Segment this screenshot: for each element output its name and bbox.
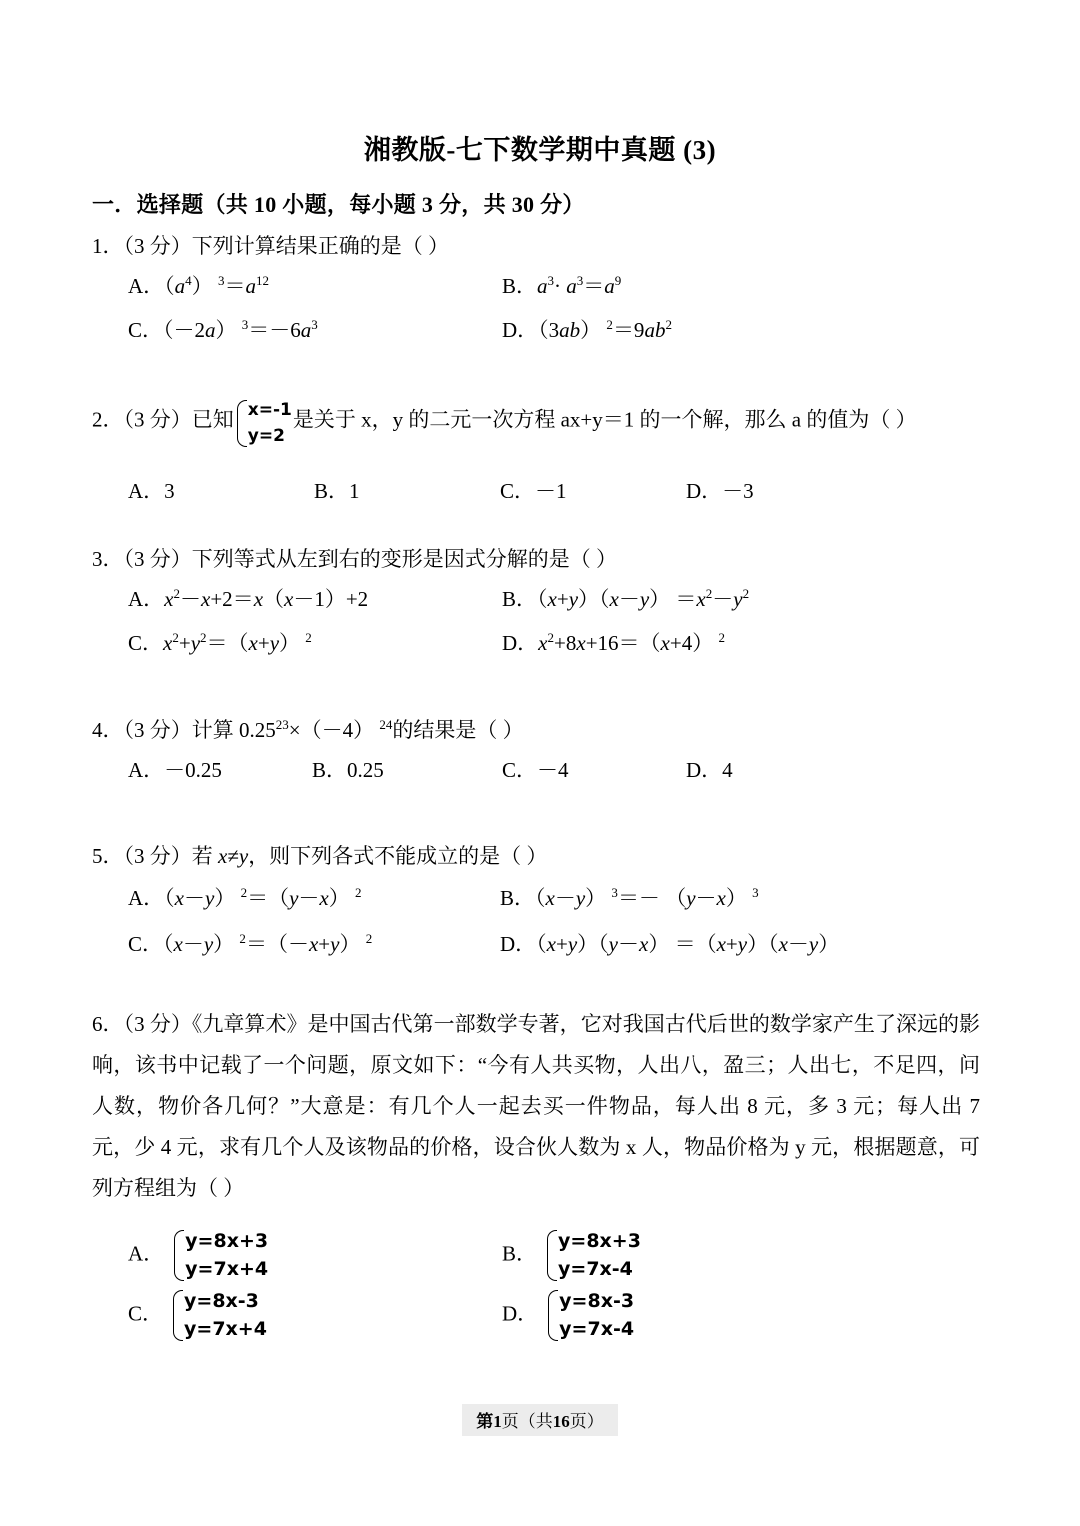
option-label: B．	[312, 758, 348, 783]
footer-total-pages: 16	[552, 1412, 570, 1431]
question-1-options-row-2	[92, 314, 992, 358]
footer-prefix: 第	[476, 1412, 494, 1431]
question-1-points: （3 分）	[123, 234, 192, 258]
footer-page-number: 1	[493, 1412, 502, 1431]
question-1-stem: 1．（3 分）下列计算结果正确的是（ ）	[92, 234, 449, 258]
question-2-stem: 2．（3 分）已知 x=-1 y=2 是关于 x，y 的二元一次方程 ax+y＝1 的一个解，那么 a 的值为（ ）	[92, 398, 992, 449]
question-6-option-b[interactable]	[502, 1228, 641, 1283]
option-value: －4	[537, 758, 569, 783]
option-system	[172, 1228, 268, 1283]
option-value: 4	[722, 758, 733, 783]
question-3-text: 下列等式从左到右的变形是因式分解的是（ ）	[191, 547, 617, 571]
system-equation-2: y=2	[247, 425, 285, 446]
option-system	[546, 1288, 634, 1343]
question-1	[92, 232, 992, 358]
question-1-option-c[interactable]: C．（－2a） $^3=-6a^3$	[128, 317, 318, 343]
option-label: A．	[128, 587, 165, 612]
question-1-option-a[interactable]: A．$(a^4)$ $^3=a^{12}$	[128, 273, 269, 299]
option-label: D．	[502, 631, 539, 656]
question-6-points: （3 分）	[123, 1012, 192, 1036]
question-6-number: 6	[92, 1012, 103, 1036]
page-number-indicator	[462, 1404, 618, 1436]
question-6-text: 《九章算术》是中国古代第一部数学专著，它对我国古代后世的数学家产生了深远的影响，该书中记载了一个问题，原文如下：“今有人共买物，人出八，盈三；人出七，不足四，问人数，物价各几何？”大意是：有几个人一起去买一件物品，每人出 8 元，多 3 元；每人出 7 元，少 4 元，求有几个人及该物品的价格，设合伙人数为 x 人，物品价格为 y 元，根据题意，可列方程组为（ ）	[92, 1012, 981, 1200]
question-4	[92, 716, 992, 798]
question-4-text: 计算 $0.25^{23}\times(-4)$ $^{24}$的结果是（ ）	[191, 717, 524, 742]
system-equation-2: y=7x+4	[184, 1317, 267, 1340]
option-label: A．	[128, 479, 165, 503]
question-1-number: 1	[92, 234, 103, 258]
option-value: 1	[349, 479, 360, 503]
system-equation-2: y=7x-4	[558, 1257, 633, 1280]
section-heading: 一．选择题（共 10 小题，每小题 3 分，共 30 分）	[92, 192, 585, 217]
question-6	[92, 1004, 980, 1209]
system-equation-2: y=7x-4	[559, 1317, 635, 1340]
question-5-option-a[interactable]: A．（x－y） $^2$＝（y－x） $^2$	[128, 885, 362, 911]
question-5-option-c[interactable]: C．（x－y） $^2$＝（－x+y） $^2$	[128, 931, 373, 957]
question-5-option-d[interactable]: D．（x+y）（y－x） ＝（x+y）（x－y）	[500, 932, 840, 957]
question-4-options-row	[92, 754, 992, 798]
question-5-option-b[interactable]: B．（x－y） $^3$＝－ （y－x） $^3$	[500, 885, 759, 911]
option-label: B．	[502, 1241, 538, 1266]
question-4-option-c[interactable]	[502, 754, 569, 784]
question-2-text-after: 是关于 x，y 的二元一次方程 ax+y＝1 的一个解，那么 a 的值为（ ）	[292, 407, 917, 432]
option-label: C．	[128, 932, 164, 957]
option-label: C．	[128, 318, 164, 343]
system-equation-1: x=-1	[247, 400, 292, 420]
question-4-number: 4	[92, 718, 103, 742]
option-system	[545, 1228, 641, 1283]
option-value: －1	[535, 479, 567, 503]
option-label: D．	[502, 318, 539, 343]
option-label: D．	[502, 1301, 539, 1326]
question-6-options	[128, 1222, 1008, 1340]
option-label: A．	[128, 886, 165, 911]
question-5-text: 若 x≠y，则下列各式不能成立的是（ ）	[191, 844, 548, 868]
question-6-option-c[interactable]	[128, 1288, 267, 1343]
question-6-options-row-1	[128, 1222, 1008, 1280]
question-5	[92, 842, 992, 974]
page-title: 湘教版-七下数学期中真题 (3)	[363, 135, 717, 165]
option-label: C．	[128, 1301, 164, 1326]
question-2-options-row	[92, 475, 992, 519]
question-4-points: （3 分）	[123, 718, 192, 742]
footer-total-suffix: 页）	[569, 1412, 604, 1431]
question-4-option-d[interactable]	[686, 754, 733, 784]
question-4-option-b[interactable]	[312, 754, 384, 784]
question-5-options-row-2	[92, 928, 992, 974]
question-3-option-c[interactable]: C．$x^2+y^2=(x+y)$ $^2$	[128, 630, 312, 656]
question-2-option-d[interactable]	[686, 475, 754, 505]
question-4-stem: 4．（3 分）计算 $0.25^{23}\times(-4)$ $^{24}$的结果是（ ）	[92, 717, 524, 742]
question-2-points: （3 分）	[123, 407, 192, 432]
option-label: B．	[314, 479, 350, 503]
option-label: D．	[686, 758, 723, 783]
system-equation-2: y=7x+4	[185, 1257, 269, 1280]
question-2-option-c[interactable]	[500, 475, 567, 505]
question-2-number: 2	[92, 407, 103, 432]
question-2	[92, 398, 992, 519]
question-5-number: 5	[92, 844, 103, 868]
question-3-options-row-1	[92, 583, 992, 627]
question-5-stem: 5．（3 分）若 x≠y，则下列各式不能成立的是（ ）	[92, 844, 548, 868]
option-system	[171, 1288, 267, 1343]
question-3-points: （3 分）	[123, 547, 192, 571]
question-1-option-b[interactable]: B．$a^3\cdot a^3=a^9$	[502, 273, 622, 299]
question-2-option-a[interactable]	[128, 475, 175, 505]
question-6-option-a[interactable]	[128, 1228, 268, 1283]
system-equation-1: y=8x-3	[559, 1290, 635, 1312]
question-3-option-b[interactable]: B．$(x+y)(x-y) =x^2-y^2$	[502, 586, 750, 612]
question-1-text: 下列计算结果正确的是（ ）	[191, 234, 449, 258]
system-equation-1: y=8x+3	[558, 1230, 641, 1252]
option-label: D．	[686, 479, 723, 503]
question-2-option-b[interactable]	[314, 475, 360, 505]
system-equation-1: y=8x+3	[185, 1230, 269, 1252]
option-label: A．	[128, 274, 165, 299]
option-value: 3	[164, 479, 175, 503]
option-label: A．	[128, 1241, 165, 1266]
option-label: B．	[500, 886, 536, 911]
question-2-text-before: 已知	[191, 407, 234, 432]
option-label: C．	[128, 631, 164, 656]
question-1-options-row-1	[92, 270, 992, 314]
question-3-option-d[interactable]: D．$x^2+8x+16=(x+4)$ $^2$	[502, 630, 725, 656]
question-6-options-row-2	[128, 1282, 1008, 1340]
option-label: D．	[500, 932, 537, 957]
question-4-option-a[interactable]	[128, 754, 222, 784]
option-value: －0.25	[164, 758, 222, 783]
option-value: －3	[722, 479, 754, 503]
option-label: C．	[500, 479, 536, 503]
question-3-number: 3	[92, 547, 103, 571]
system-equation-1: y=8x-3	[184, 1290, 259, 1312]
question-6-option-d[interactable]	[502, 1288, 634, 1343]
question-6-stem: 6．（3 分）《九章算术》是中国古代第一部数学专著，它对我国古代后世的数学家产生了深远的影响，该书中记载了一个问题，原文如下：“今有人共买物，人出八，盈三；人出七，不足四，问人数，物价各几何？”大意是：有几个人一起去买一件物品，每人出 8 元，多 3 元；每人出 7 元，少 4 元，求有几个人及该物品的价格，设合伙人数为 x 人，物品价格为 y 元，根据题意，可列方程组为（ ）	[92, 1012, 981, 1200]
option-label: C．	[502, 758, 538, 783]
footer-page-word: 页	[501, 1412, 519, 1431]
option-label: A．	[128, 758, 165, 783]
question-5-points: （3 分）	[123, 844, 192, 868]
question-3-option-a[interactable]: A．$x^2-x+2=x(x-1)+2$	[128, 586, 369, 612]
option-label: B．	[502, 587, 538, 612]
page-footer	[0, 1404, 1080, 1436]
question-3-stem: 3．（3 分）下列等式从左到右的变形是因式分解的是（ ）	[92, 547, 617, 571]
question-5-options-row-1	[92, 882, 992, 928]
option-label: B．	[502, 274, 538, 299]
question-3	[92, 545, 992, 671]
option-value: 0.25	[347, 758, 384, 783]
question-1-option-d[interactable]: D．（3ab） $^2=9ab^2$	[502, 317, 672, 343]
question-2-system	[235, 398, 292, 449]
question-3-options-row-2	[92, 627, 992, 671]
footer-total-prefix: （共	[518, 1412, 553, 1431]
